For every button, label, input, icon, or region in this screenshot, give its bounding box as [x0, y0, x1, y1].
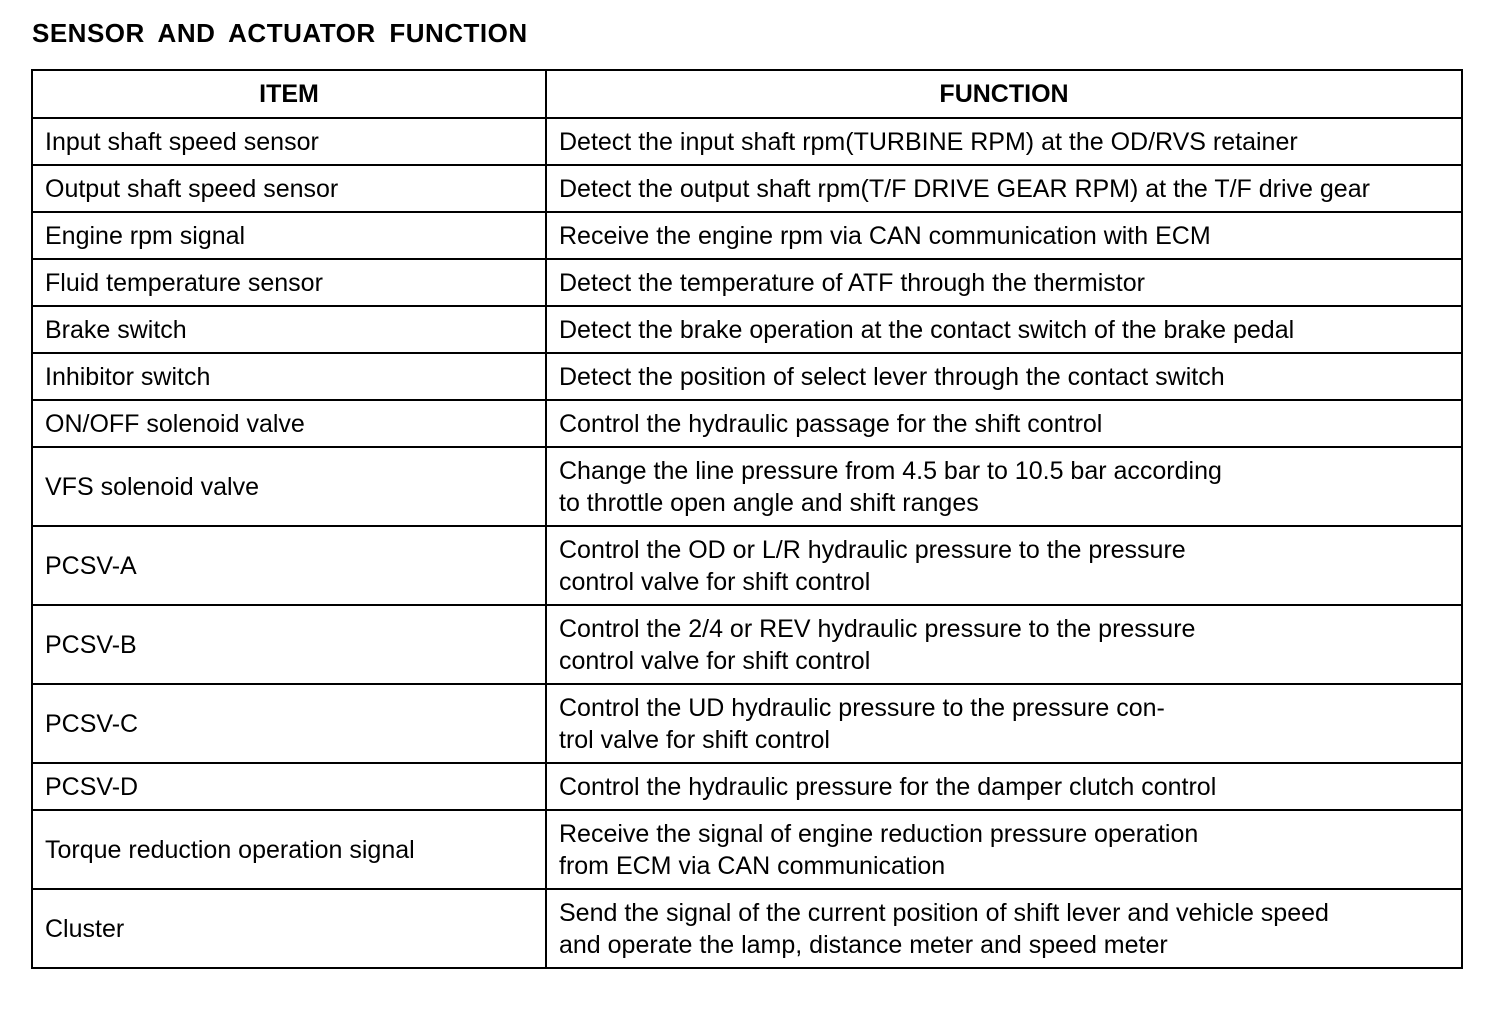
page-title: SENSOR AND ACTUATOR FUNCTION [32, 18, 528, 48]
item-cell: PCSV-C [32, 684, 546, 763]
table-row [32, 810, 1462, 889]
column-header-function: FUNCTION [546, 70, 1462, 118]
function-text-line: Control the hydraulic pressure for the damper clutch control [559, 772, 1217, 801]
column-header-item: ITEM [32, 70, 546, 118]
function-text-line: Send the signal of the current position of shift lever and vehicle speed [559, 898, 1329, 927]
item-cell: PCSV-A [32, 526, 546, 605]
item-cell: ON/OFF solenoid valve [32, 400, 546, 447]
table-row [32, 763, 1462, 810]
function-text-line: control valve for shift control [559, 646, 871, 675]
function-cell [546, 400, 1462, 447]
function-text-line: Receive the engine rpm via CAN communication with ECM [559, 221, 1211, 250]
function-cell [546, 306, 1462, 353]
item-cell: Inhibitor switch [32, 353, 546, 400]
function-text-line: Control the 2/4 or REV hydraulic pressure to the pressure [559, 614, 1196, 643]
function-text-line: Detect the position of select lever through the contact switch [559, 362, 1225, 391]
function-cell [546, 810, 1462, 889]
table-row [32, 684, 1462, 763]
table-row [32, 165, 1462, 212]
function-cell [546, 165, 1462, 212]
function-cell [546, 684, 1462, 763]
table-row [32, 118, 1462, 165]
item-cell: Torque reduction operation signal [32, 810, 546, 889]
table-body [32, 118, 1462, 968]
function-cell [546, 353, 1462, 400]
sensor-actuator-table [31, 69, 1463, 969]
function-text-line: Detect the output shaft rpm(T/F DRIVE GEAR RPM) at the T/F drive gear [559, 174, 1370, 203]
item-cell: Engine rpm signal [32, 212, 546, 259]
function-text-line: trol valve for shift control [559, 725, 830, 754]
function-text-line: Detect the temperature of ATF through the thermistor [559, 268, 1145, 297]
item-cell: Fluid temperature sensor [32, 259, 546, 306]
table-row [32, 306, 1462, 353]
function-cell [546, 447, 1462, 526]
table-row [32, 212, 1462, 259]
table-row [32, 526, 1462, 605]
function-cell [546, 526, 1462, 605]
table-header-row [32, 70, 1462, 118]
function-text-line: Control the UD hydraulic pressure to the pressure con- [559, 693, 1165, 722]
table-row [32, 447, 1462, 526]
function-cell [546, 889, 1462, 968]
function-text-line: Receive the signal of engine reduction pressure operation [559, 819, 1199, 848]
function-text-line: Change the line pressure from 4.5 bar to 10.5 bar according [559, 456, 1222, 485]
function-cell [546, 212, 1462, 259]
item-cell: Brake switch [32, 306, 546, 353]
item-cell: PCSV-B [32, 605, 546, 684]
function-cell [546, 763, 1462, 810]
table-row [32, 605, 1462, 684]
table-row [32, 259, 1462, 306]
item-cell: Output shaft speed sensor [32, 165, 546, 212]
function-text-line: to throttle open angle and shift ranges [559, 488, 979, 517]
function-text-line: control valve for shift control [559, 567, 871, 596]
table-row [32, 400, 1462, 447]
function-cell [546, 605, 1462, 684]
function-text-line: and operate the lamp, distance meter and speed meter [559, 930, 1168, 959]
table-row [32, 353, 1462, 400]
table-row [32, 889, 1462, 968]
function-cell [546, 118, 1462, 165]
function-text-line: Detect the input shaft rpm(TURBINE RPM) at the OD/RVS retainer [559, 127, 1298, 156]
function-cell [546, 259, 1462, 306]
item-cell: Input shaft speed sensor [32, 118, 546, 165]
function-text-line: Detect the brake operation at the contact switch of the brake pedal [559, 315, 1295, 344]
item-cell: PCSV-D [32, 763, 546, 810]
function-text-line: Control the OD or L/R hydraulic pressure to the pressure [559, 535, 1186, 564]
function-text-line: Control the hydraulic passage for the shift control [559, 409, 1103, 438]
item-cell: VFS solenoid valve [32, 447, 546, 526]
function-text-line: from ECM via CAN communication [559, 851, 946, 880]
item-cell: Cluster [32, 889, 546, 968]
